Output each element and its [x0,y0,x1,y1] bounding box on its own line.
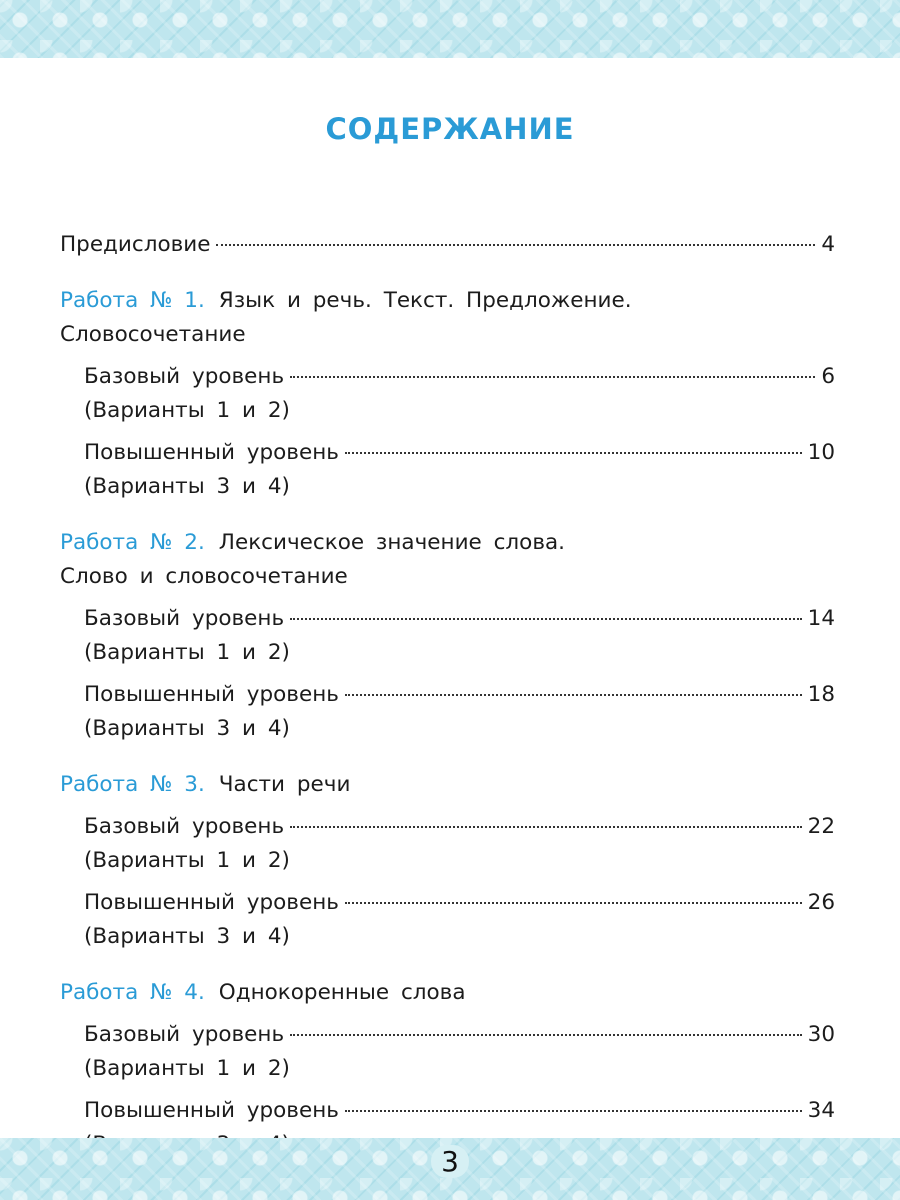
work-heading[interactable] [60,526,835,560]
dot-leader [216,244,815,246]
work-number: Работа № 2. [60,530,205,555]
variants-note: (Варианты 1 и 2) [84,640,290,665]
toc-page-number: 26 [807,890,835,915]
dot-leader [345,694,802,696]
dot-leader [345,902,802,904]
toc-entry-label: Базовый уровень [84,364,285,389]
toc-entry-label: Базовый уровень [84,1022,285,1047]
work-heading[interactable] [60,284,835,318]
page-number-value: 3 [431,1145,469,1178]
work-section-1 [60,284,835,504]
toc-page-number: 10 [807,440,835,465]
table-of-contents [60,228,835,1162]
work-title-continued: Словосочетание [60,322,246,347]
work-heading[interactable] [60,768,835,802]
dot-leader [290,826,802,828]
variants-note: (Варианты 1 и 2) [84,398,290,423]
dot-leader [345,1110,802,1112]
toc-page-number: 34 [807,1098,835,1123]
toc-entry-preface[interactable] [60,228,835,262]
toc-entry-advanced-level[interactable] [60,1094,835,1128]
toc-entry-advanced-level[interactable] [60,886,835,920]
work-title: Язык и речь. Текст. Предложение. [218,288,632,313]
work-number: Работа № 4. [60,980,205,1005]
toc-entry-basic-level[interactable] [60,1018,835,1052]
work-title: Лексическое значение слова. [218,530,566,555]
toc-entry-label: Повышенный уровень [84,1098,339,1123]
page-title: СОДЕРЖАНИЕ [325,112,575,146]
toc-entry-label: Базовый уровень [84,606,285,631]
work-number: Работа № 1. [60,288,205,313]
toc-page-number: 14 [807,606,835,631]
dot-leader [290,618,802,620]
toc-entry-advanced-level[interactable] [60,678,835,712]
work-title: Части речи [218,772,351,797]
level-advanced [60,436,835,504]
toc-page-number: 18 [807,682,835,707]
page-number [0,1145,900,1178]
work-heading[interactable] [60,976,835,1010]
toc-entry-label: Повышенный уровень [84,682,339,707]
variants-note: (Варианты 3 и 4) [84,924,290,949]
level-basic [60,810,835,878]
toc-entry-label: Предисловие [60,232,211,257]
work-number: Работа № 3. [60,772,205,797]
toc-entry-basic-level[interactable] [60,810,835,844]
dot-leader [345,452,802,454]
work-section-2 [60,526,835,746]
toc-entry-advanced-level[interactable] [60,436,835,470]
dot-leader [290,376,815,378]
variants-note: (Варианты 3 и 4) [84,474,290,499]
variants-note: (Варианты 1 и 2) [84,1056,290,1081]
level-advanced [60,678,835,746]
toc-entry-label: Повышенный уровень [84,890,339,915]
toc-entry-basic-level[interactable] [60,360,835,394]
work-section-3 [60,768,835,954]
dot-leader [290,1034,802,1036]
work-title-continued: Слово и словосочетание [60,564,348,589]
level-advanced [60,886,835,954]
level-basic [60,1018,835,1086]
toc-page-number: 22 [807,814,835,839]
toc-entry-label: Базовый уровень [84,814,285,839]
toc-page-number: 30 [807,1022,835,1047]
variants-note: (Варианты 3 и 4) [84,716,290,741]
top-decorative-band [0,0,900,58]
toc-entry-basic-level[interactable] [60,602,835,636]
toc-entry-label: Повышенный уровень [84,440,339,465]
toc-page-number: 4 [821,232,835,257]
level-basic [60,602,835,670]
toc-page-number: 6 [821,364,835,389]
work-section-4 [60,976,835,1162]
variants-note: (Варианты 1 и 2) [84,848,290,873]
work-title: Однокоренные слова [218,980,466,1005]
level-basic [60,360,835,428]
